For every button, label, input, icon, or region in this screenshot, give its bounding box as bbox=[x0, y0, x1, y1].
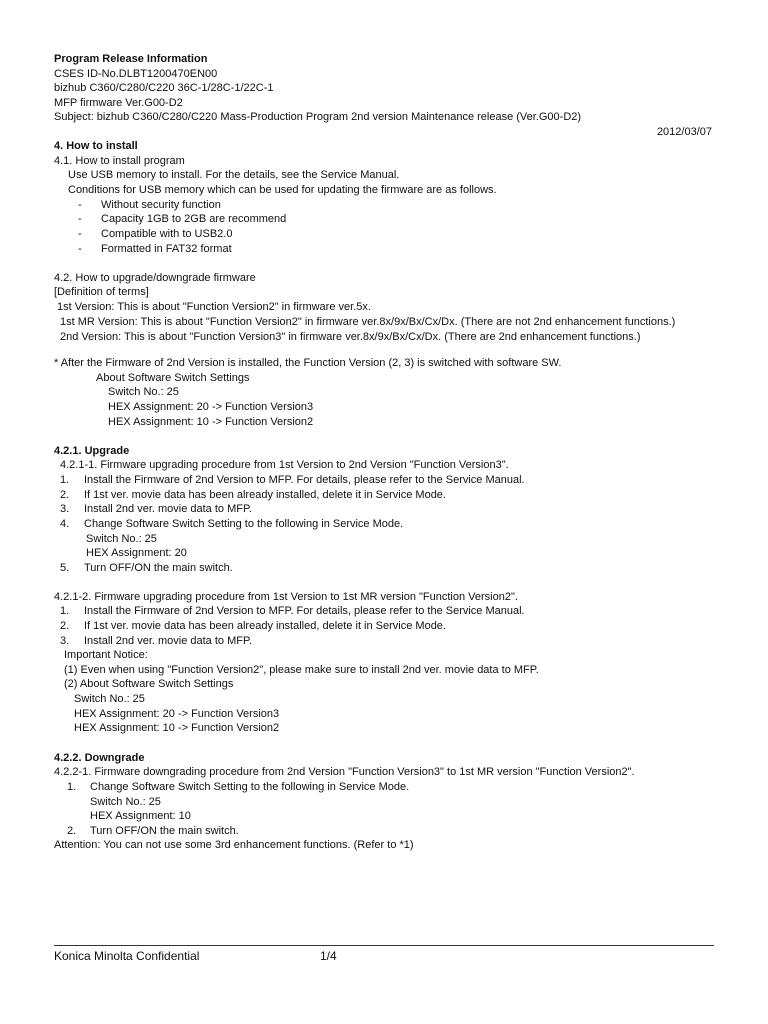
step-number: 2. bbox=[67, 825, 77, 837]
upgrade-switch-number: Switch No.: 25 bbox=[86, 533, 157, 545]
upgrade-procedure-1-title: 4.2.1-1. Firmware upgrading procedure from 1st Version to 2nd Version "Function Version3". bbox=[60, 459, 509, 471]
important-notice-1: (1) Even when using "Function Version2", please make sure to install 2nd ver. movie data to MFP. bbox=[64, 664, 539, 676]
step-number: 4. bbox=[60, 518, 70, 530]
definition-1st-mr-version: 1st MR Version: This is about "Function Version2" in firmware ver.8x/9x/Bx/Cx/Dx. (There are not 2nd enhancement functions.) bbox=[60, 316, 676, 328]
bullet-dash: - bbox=[78, 243, 82, 255]
definition-2nd-version: 2nd Version: This is about "Function Version3" in firmware ver.8x/9x/Bx/Cx/Dx. (There are 2nd enhancement functions.) bbox=[60, 331, 641, 343]
usb-conditions-intro: Conditions for USB memory which can be used for updating the firmware are as follows. bbox=[68, 184, 497, 196]
step-number: 1. bbox=[67, 781, 77, 793]
release-date: 2012/03/07 bbox=[656, 126, 712, 138]
step-number: 1. bbox=[60, 605, 70, 617]
downgrade-hex-assignment: HEX Assignment: 10 bbox=[90, 810, 191, 822]
section-4-2-title: 4.2. How to upgrade/downgrade firmware bbox=[54, 272, 256, 284]
downgrade-heading: 4.2.2. Downgrade bbox=[54, 752, 145, 764]
page-number: 1/4 bbox=[320, 949, 337, 963]
attention-note: Attention: You can not use some 3rd enhancement functions. (Refer to *1) bbox=[54, 839, 414, 851]
notice-switch-number: Switch No.: 25 bbox=[74, 693, 145, 705]
upgrade-heading: 4.2.1. Upgrade bbox=[54, 445, 130, 457]
notice-hex-assignment-20: HEX Assignment: 20 -> Function Version3 bbox=[74, 708, 280, 720]
upgrade-step: Change Software Switch Setting to the following in Service Mode. bbox=[84, 518, 404, 530]
bullet-dash: - bbox=[78, 228, 82, 240]
upgrade-step: Install the Firmware of 2nd Version to MFP. For details, please refer to the Service Manual. bbox=[84, 474, 525, 486]
firmware-version: MFP firmware Ver.G00-D2 bbox=[54, 97, 183, 109]
definition-heading: [Definition of terms] bbox=[54, 286, 149, 298]
condition-item: Capacity 1GB to 2GB are recommend bbox=[101, 213, 287, 225]
upgrade-step: Install 2nd ver. movie data to MFP. bbox=[84, 635, 252, 647]
important-notice-heading: Important Notice: bbox=[64, 649, 148, 661]
bullet-dash: - bbox=[78, 213, 82, 225]
upgrade-step: Install 2nd ver. movie data to MFP. bbox=[84, 503, 252, 515]
hex-assignment-10: HEX Assignment: 10 -> Function Version2 bbox=[108, 416, 314, 428]
definition-1st-version: 1st Version: This is about "Function Version2" in firmware ver.5x. bbox=[57, 301, 371, 313]
document-title: Program Release Information bbox=[54, 53, 208, 65]
cses-id: CSES ID-No.DLBT1200470EN00 bbox=[54, 68, 218, 80]
switch-number: Switch No.: 25 bbox=[108, 386, 179, 398]
subject-line: Subject: bizhub C360/C280/C220 Mass-Production Program 2nd version Maintenance release (Ver.G00-D2) bbox=[54, 111, 582, 123]
step-number: 5. bbox=[60, 562, 70, 574]
upgrade-step: If 1st ver. movie data has been already installed, delete it in Service Mode. bbox=[84, 620, 446, 632]
step-number: 2. bbox=[60, 620, 70, 632]
model-list: bizhub C360/C280/C220 36C-1/28C-1/22C-1 bbox=[54, 82, 274, 94]
downgrade-step: Turn OFF/ON the main switch. bbox=[90, 825, 239, 837]
hex-assignment-20: HEX Assignment: 20 -> Function Version3 bbox=[108, 401, 314, 413]
usb-install-note: Use USB memory to install. For the details, see the Service Manual. bbox=[68, 169, 400, 181]
footer-rule bbox=[54, 945, 714, 946]
upgrade-procedure-2-title: 4.2.1-2. Firmware upgrading procedure from 1st Version to 1st MR version "Function Version2". bbox=[54, 591, 518, 603]
footer-confidential: Konica Minolta Confidential bbox=[54, 949, 200, 963]
section-4-1-title: 4.1. How to install program bbox=[54, 155, 185, 167]
condition-item: Compatible with to USB2.0 bbox=[101, 228, 233, 240]
downgrade-procedure-title: 4.2.2-1. Firmware downgrading procedure from 2nd Version "Function Version3" to 1st MR version "Function Version2". bbox=[54, 766, 635, 778]
step-number: 1. bbox=[60, 474, 70, 486]
section-4-heading: 4. How to install bbox=[54, 140, 138, 152]
important-notice-2: (2) About Software Switch Settings bbox=[64, 678, 234, 690]
step-number: 3. bbox=[60, 635, 70, 647]
software-switch-heading: About Software Switch Settings bbox=[96, 372, 250, 384]
upgrade-hex-assignment: HEX Assignment: 20 bbox=[86, 547, 187, 559]
step-number: 3. bbox=[60, 503, 70, 515]
condition-item: Formatted in FAT32 format bbox=[101, 243, 232, 255]
upgrade-step: If 1st ver. movie data has been already installed, delete it in Service Mode. bbox=[84, 489, 446, 501]
bullet-dash: - bbox=[78, 199, 82, 211]
notice-hex-assignment-10: HEX Assignment: 10 -> Function Version2 bbox=[74, 722, 280, 734]
function-version-note: * After the Firmware of 2nd Version is installed, the Function Version (2, 3) is switched with software SW. bbox=[54, 357, 562, 369]
downgrade-switch-number: Switch No.: 25 bbox=[90, 796, 161, 808]
condition-item: Without security function bbox=[101, 199, 221, 211]
upgrade-step: Turn OFF/ON the main switch. bbox=[84, 562, 233, 574]
upgrade-step: Install the Firmware of 2nd Version to MFP. For details, please refer to the Service Manual. bbox=[84, 605, 525, 617]
downgrade-step: Change Software Switch Setting to the following in Service Mode. bbox=[90, 781, 410, 793]
step-number: 2. bbox=[60, 489, 70, 501]
